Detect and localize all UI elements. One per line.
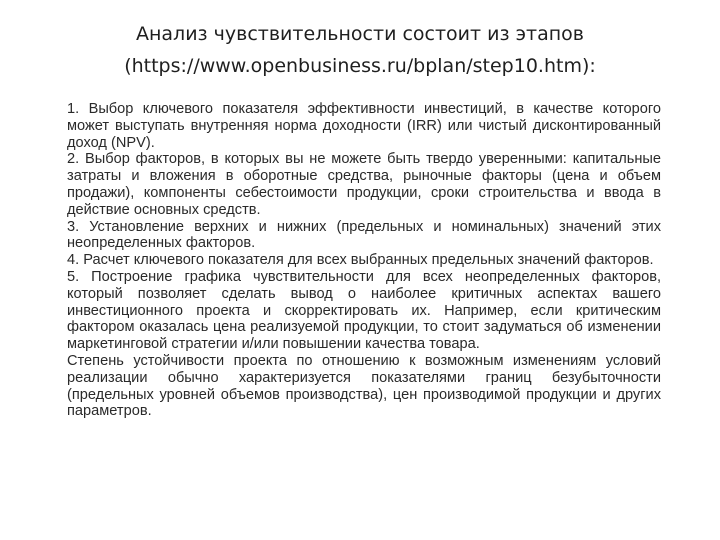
slide-body [67, 101, 661, 420]
slide-title-line-1: Анализ чувствительности состоит из этапов [135, 23, 584, 45]
step-4-paragraph: 4. Расчет ключевого показателя для всех выбранных предельных значений факторов. [67, 252, 654, 269]
slide-title-line-2: (https://www.openbusiness.ru/bplan/step10.htm): [124, 55, 596, 77]
step-1-paragraph: 1. Выбор ключевого показателя эффективности инвестиций, в качестве которого может выступать внутренняя норма доходности (IRR) или чистый дисконтированный доход (NPV). [67, 101, 661, 151]
slide-title [40, 18, 680, 82]
stability-paragraph: Степень устойчивости проекта по отношению к возможным изменениям условий реализации обычно характеризуется показателями границ безубыточности (предельных уровней объемов производства), цен производимой продукции и других параметров. [67, 352, 661, 420]
step-2-paragraph: 2. Выбор факторов, в которых вы не можете быть твердо уверенными: капитальные затраты и вложения в оборотные средства, рыночные факторы (цена и объем продажи), компоненты себестоимости продукции, сроки строительства и ввода в действие основных средств. [67, 151, 661, 218]
step-5-paragraph: 5. Построение графика чувствительности для всех неопределенных факторов, который позволяет сделать вывод о наиболее критичных аспектах вашего инвестиционного проекта и скорректировать их. Например, если критическим фактором оказалась цена реализуемой продукции, то стоит задуматься об изменении маркетинговой стратегии и/или повышении качества товара. [67, 268, 661, 353]
step-3-paragraph: 3. Установление верхних и нижних (предельных и номинальных) значений этих неопределенных факторов. [67, 218, 661, 252]
